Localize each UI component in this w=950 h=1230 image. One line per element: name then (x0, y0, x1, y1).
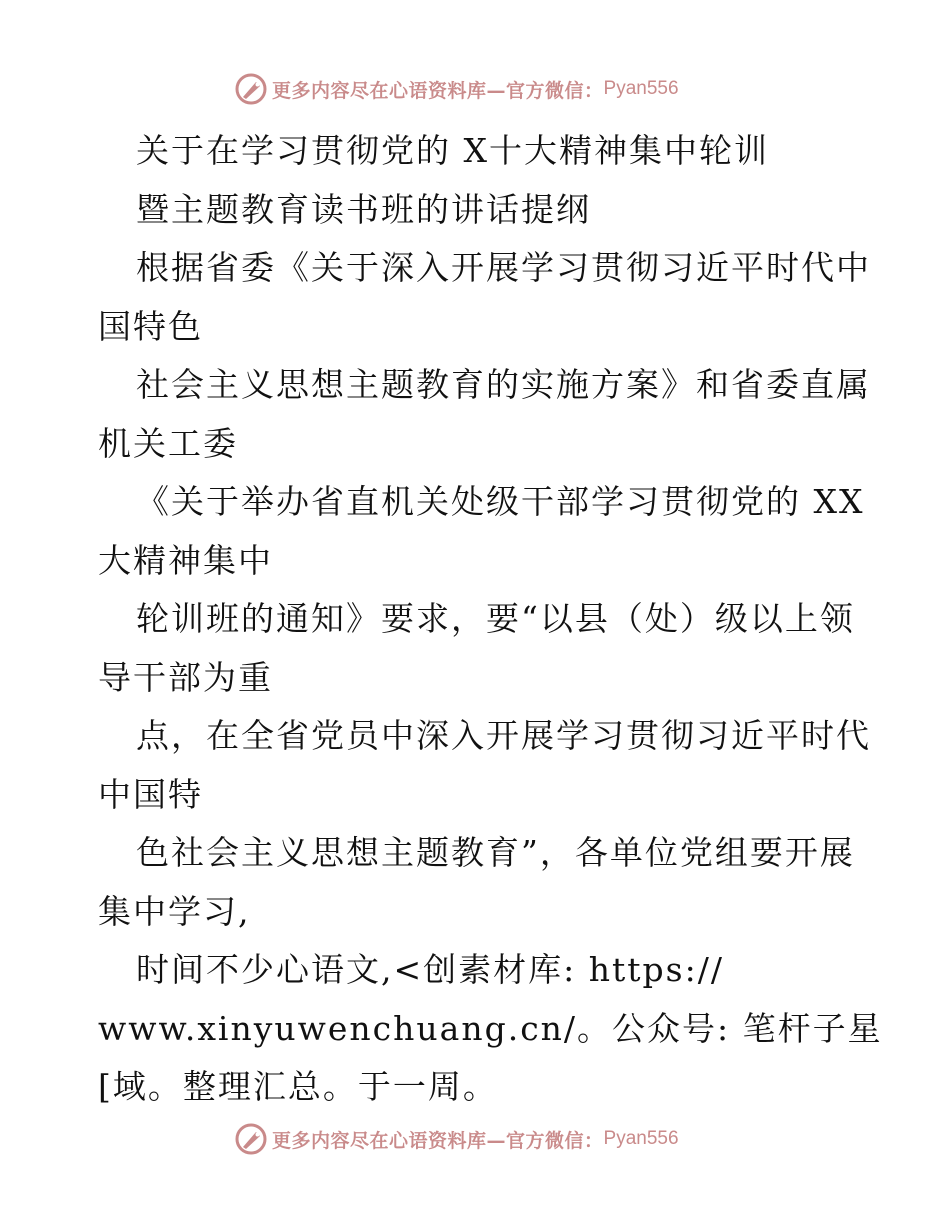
paragraph-line: 根据省委《关于深入开展学习贯彻习近平时代中 (136, 248, 871, 287)
footer-watermark (234, 1122, 679, 1156)
watermark-text: 更多内容尽在心语资料库—官方微信： (272, 1129, 604, 1152)
title-line-1: 关于在学习贯彻党的 X十大精神集中轮训 (136, 131, 769, 170)
paragraph-line: [域。整理汇总。于一周。 (98, 1067, 498, 1106)
header-watermark (234, 72, 679, 106)
paragraph-line: 社会主义思想主题教育的实施方案》和省委直属 (136, 365, 871, 404)
paragraph-line: 大精神集中 (98, 540, 273, 580)
title-line-2: 暨主题教育读书班的讲话提纲 (136, 189, 591, 229)
paragraph-line: 色社会主义思想主题教育”，各单位党组要开展 (136, 833, 855, 872)
paragraph-line: 集中学习, (98, 891, 251, 931)
paragraph-line: www.xinyuwenchuang.cn/。公众号: 笔杆子星 (98, 1008, 883, 1048)
paragraph-line: 中国特 (98, 774, 203, 814)
document-body (98, 122, 883, 1117)
watermark-text: 更多内容尽在心语资料库—官方微信： (272, 79, 604, 102)
pen-nib-logo-icon (234, 1122, 268, 1156)
watermark-account: Pyan556 (603, 1128, 679, 1149)
paragraph-line: 国特色 (98, 306, 203, 346)
paragraph-line: 机关工委 (98, 423, 238, 463)
paragraph-line: 点，在全省党员中深入开展学习贯彻习近平时代 (136, 716, 871, 755)
pen-nib-logo-icon (234, 72, 268, 106)
paragraph-line: 导干部为重 (98, 657, 273, 697)
paragraph-line: 时间不少心语文,<创素材库: https:// (136, 950, 724, 989)
watermark-account: Pyan556 (603, 78, 679, 99)
paragraph-line: 《关于举办省直机关处级干部学习贯彻党的 XX (136, 482, 865, 521)
paragraph-line: 轮训班的通知》要求，要“以县（处）级以上领 (136, 599, 855, 638)
